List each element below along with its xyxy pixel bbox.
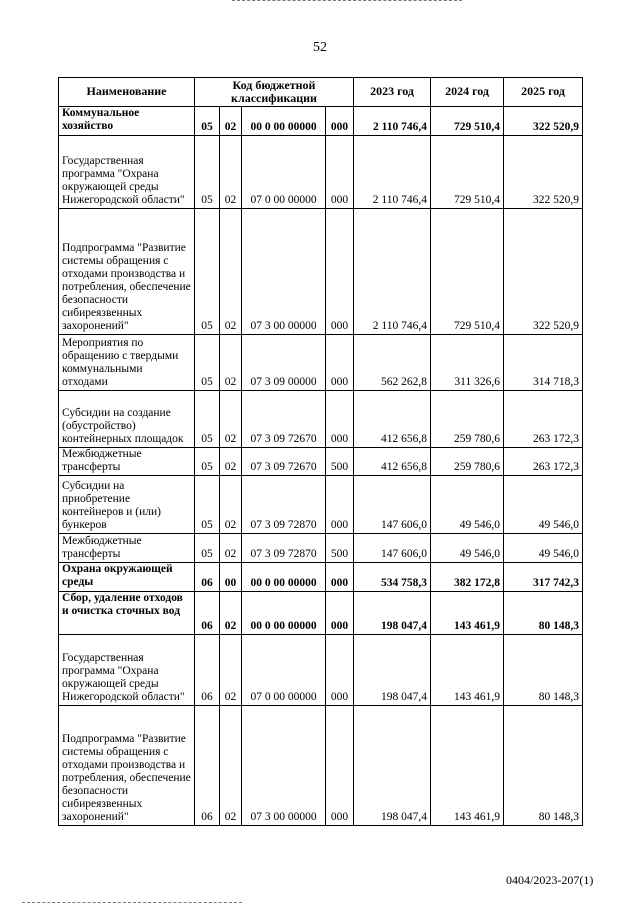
table-row xyxy=(59,706,583,826)
cell-value-2023: 147 606,0 xyxy=(354,534,431,563)
cell-name: Подпрограмма "Развитие системы обращения с отходами производства и потребления, обеспечение безопасности сибиреязвенных захоронений" xyxy=(59,706,195,826)
cell-subsection: 02 xyxy=(220,209,242,335)
cell-section: 05 xyxy=(195,391,220,448)
cell-value-2024: 259 780,6 xyxy=(431,448,504,476)
cell-value-2025: 49 546,0 xyxy=(504,476,583,534)
cell-value-2024: 143 461,9 xyxy=(431,635,504,706)
cell-expense-type: 000 xyxy=(326,209,354,335)
cell-value-2024: 729 510,4 xyxy=(431,209,504,335)
cell-expense-type: 000 xyxy=(326,706,354,826)
cell-value-2024: 729 510,4 xyxy=(431,136,504,209)
cell-value-2023: 198 047,4 xyxy=(354,592,431,635)
cell-expense-type: 500 xyxy=(326,448,354,476)
cell-name: Государственная программа "Охрана окружающей среды Нижегородской области" xyxy=(59,136,195,209)
cell-expense-type: 000 xyxy=(326,635,354,706)
cell-name: Сбор, удаление отходов и очистка сточных вод xyxy=(59,592,195,635)
cell-value-2025: 322 520,9 xyxy=(504,209,583,335)
cell-value-2023: 534 758,3 xyxy=(354,563,431,592)
cell-value-2025: 322 520,9 xyxy=(504,107,583,136)
cell-value-2023: 147 606,0 xyxy=(354,476,431,534)
cell-section: 05 xyxy=(195,448,220,476)
cell-value-2024: 259 780,6 xyxy=(431,391,504,448)
cell-value-2023: 412 656,8 xyxy=(354,391,431,448)
cell-target-article: 07 0 00 00000 xyxy=(242,635,326,706)
cell-value-2023: 2 110 746,4 xyxy=(354,107,431,136)
cell-value-2025: 263 172,3 xyxy=(504,391,583,448)
cell-section: 06 xyxy=(195,706,220,826)
cell-section: 06 xyxy=(195,635,220,706)
cell-expense-type: 000 xyxy=(326,563,354,592)
cell-value-2025: 49 546,0 xyxy=(504,534,583,563)
cell-value-2023: 2 110 746,4 xyxy=(354,209,431,335)
cell-value-2024: 729 510,4 xyxy=(431,107,504,136)
cell-expense-type: 000 xyxy=(326,335,354,391)
cell-target-article: 07 3 09 72870 xyxy=(242,534,326,563)
cell-expense-type: 000 xyxy=(326,107,354,136)
cell-target-article: 07 3 09 72670 xyxy=(242,391,326,448)
cell-target-article: 07 3 09 00000 xyxy=(242,335,326,391)
header-2025: 2025 год xyxy=(504,78,583,107)
cell-name: Межбюджетные трансферты xyxy=(59,534,195,563)
cell-subsection: 02 xyxy=(220,335,242,391)
cell-subsection: 02 xyxy=(220,476,242,534)
cell-subsection: 02 xyxy=(220,448,242,476)
cell-value-2025: 80 148,3 xyxy=(504,706,583,826)
cell-value-2025: 80 148,3 xyxy=(504,635,583,706)
cell-section: 06 xyxy=(195,563,220,592)
cell-section: 05 xyxy=(195,335,220,391)
table-row xyxy=(59,391,583,448)
cell-target-article: 07 3 00 00000 xyxy=(242,706,326,826)
cell-subsection: 02 xyxy=(220,706,242,826)
table-row xyxy=(59,476,583,534)
cell-name: Субсидии на создание (обустройство) контейнерных площадок xyxy=(59,391,195,448)
cell-value-2024: 143 461,9 xyxy=(431,706,504,826)
cell-value-2025: 317 742,3 xyxy=(504,563,583,592)
cell-value-2024: 143 461,9 xyxy=(431,592,504,635)
cell-subsection: 02 xyxy=(220,635,242,706)
cell-target-article: 00 0 00 00000 xyxy=(242,107,326,136)
cell-subsection: 00 xyxy=(220,563,242,592)
cell-expense-type: 000 xyxy=(326,592,354,635)
table-row xyxy=(59,107,583,136)
cell-subsection: 02 xyxy=(220,136,242,209)
cell-value-2024: 49 546,0 xyxy=(431,476,504,534)
cell-value-2025: 80 148,3 xyxy=(504,592,583,635)
page-number: 52 xyxy=(313,40,327,55)
header-2024: 2024 год xyxy=(431,78,504,107)
cell-section: 05 xyxy=(195,136,220,209)
cell-name: Подпрограмма "Развитие системы обращения с отходами производства и потребления, обеспечение безопасности сибиреязвенных захоронений" xyxy=(59,209,195,335)
cell-target-article: 00 0 00 00000 xyxy=(242,563,326,592)
header-name: Наименование xyxy=(59,78,195,107)
cell-name: Государственная программа "Охрана окружающей среды Нижегородской области" xyxy=(59,635,195,706)
cell-value-2023: 562 262,8 xyxy=(354,335,431,391)
cell-target-article: 07 3 09 72870 xyxy=(242,476,326,534)
table-row xyxy=(59,563,583,592)
cell-name: Коммунальное хозяйство xyxy=(59,107,195,136)
table-row xyxy=(59,209,583,335)
cell-section: 05 xyxy=(195,209,220,335)
cell-name: Субсидии на приобретение контейнеров и (или) бункеров xyxy=(59,476,195,534)
table-row xyxy=(59,448,583,476)
cell-name: Мероприятия по обращению с твердыми коммунальными отходами xyxy=(59,335,195,391)
cell-target-article: 07 3 00 00000 xyxy=(242,209,326,335)
cell-expense-type: 000 xyxy=(326,136,354,209)
cell-section: 05 xyxy=(195,476,220,534)
cell-value-2025: 263 172,3 xyxy=(504,448,583,476)
cell-name: Межбюджетные трансферты xyxy=(59,448,195,476)
cell-value-2023: 198 047,4 xyxy=(354,635,431,706)
cell-value-2023: 198 047,4 xyxy=(354,706,431,826)
cell-expense-type: 000 xyxy=(326,476,354,534)
cell-value-2023: 2 110 746,4 xyxy=(354,136,431,209)
cell-expense-type: 500 xyxy=(326,534,354,563)
cell-value-2024: 311 326,6 xyxy=(431,335,504,391)
table-row xyxy=(59,335,583,391)
table-row xyxy=(59,635,583,706)
cell-subsection: 02 xyxy=(220,391,242,448)
cell-target-article: 00 0 00 00000 xyxy=(242,592,326,635)
table-row xyxy=(59,592,583,635)
cell-section: 06 xyxy=(195,592,220,635)
cell-value-2024: 49 546,0 xyxy=(431,534,504,563)
document-code: 0404/2023-207(1) xyxy=(506,873,594,887)
table-header-row xyxy=(59,78,583,107)
cell-section: 05 xyxy=(195,107,220,136)
table-body xyxy=(59,107,583,826)
header-2023: 2023 год xyxy=(354,78,431,107)
cell-section: 05 xyxy=(195,534,220,563)
table-row xyxy=(59,136,583,209)
scan-artifact-bottom xyxy=(22,902,242,904)
scan-artifact-top xyxy=(232,0,462,2)
cell-expense-type: 000 xyxy=(326,391,354,448)
cell-subsection: 02 xyxy=(220,534,242,563)
cell-subsection: 02 xyxy=(220,592,242,635)
budget-table xyxy=(58,77,583,826)
cell-value-2024: 382 172,8 xyxy=(431,563,504,592)
header-code: Код бюджетной классификации xyxy=(195,78,354,107)
cell-value-2023: 412 656,8 xyxy=(354,448,431,476)
cell-name: Охрана окружающей среды xyxy=(59,563,195,592)
cell-subsection: 02 xyxy=(220,107,242,136)
table-row xyxy=(59,534,583,563)
cell-target-article: 07 3 09 72670 xyxy=(242,448,326,476)
cell-value-2025: 314 718,3 xyxy=(504,335,583,391)
cell-value-2025: 322 520,9 xyxy=(504,136,583,209)
cell-target-article: 07 0 00 00000 xyxy=(242,136,326,209)
